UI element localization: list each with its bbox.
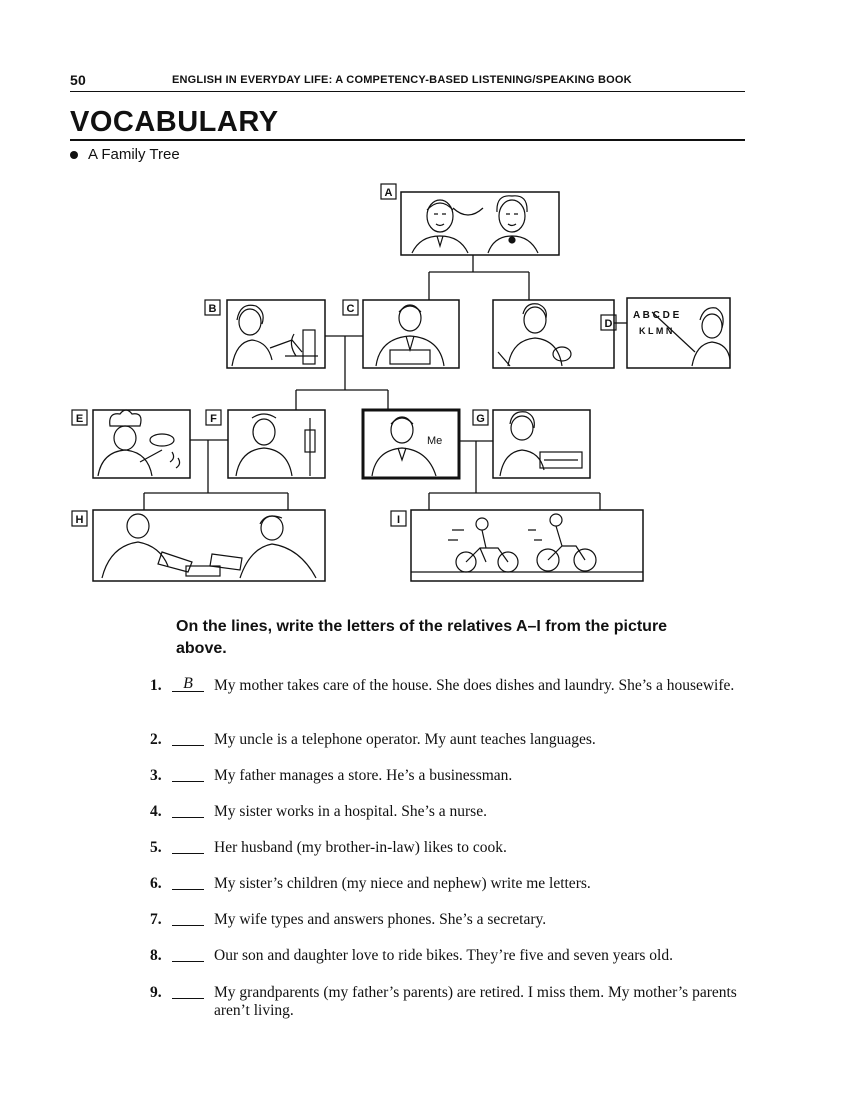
answer-blank[interactable] (172, 803, 204, 818)
subtitle-text: A Family Tree (88, 146, 180, 163)
relative-box-me (363, 410, 459, 478)
mother-with-baby-icon (498, 304, 571, 366)
relative-box-h (93, 510, 325, 581)
item-text: My grandparents (my father’s parents) are retired. I miss them. My mother’s parents aren’t living. (214, 984, 737, 1019)
answer-blank[interactable] (172, 911, 204, 926)
relative-box-g (493, 410, 590, 478)
section-title: VOCABULARY (70, 106, 279, 138)
answer-blank[interactable] (172, 731, 204, 746)
item-number: 9. (150, 984, 162, 1001)
relative-box-unlabeled (493, 300, 614, 368)
relative-box-d (627, 298, 730, 368)
letter-tag-h (72, 511, 87, 526)
grandfather-icon (412, 200, 468, 253)
answer-blank[interactable] (172, 677, 204, 692)
svg-text:F: F (210, 413, 217, 425)
letter-tag-c (343, 300, 358, 315)
item-text: My wife types and answers phones. She’s a secretary. (214, 911, 547, 928)
svg-text:I: I (396, 514, 401, 526)
chalkboard-text-2: K L M N (639, 326, 673, 336)
exercise-item-1 (150, 677, 750, 695)
item-number: 3. (150, 767, 162, 784)
svg-text:H: H (75, 514, 84, 526)
relative-box-b (227, 300, 325, 368)
exercise-item-9 (150, 984, 750, 1020)
svg-text:G: G (476, 413, 485, 425)
letter-tags (72, 184, 616, 526)
children-writing-icon (102, 514, 316, 578)
me-label: Me (427, 435, 443, 447)
exercise-item-7 (150, 911, 750, 929)
letter-tag-b (205, 300, 220, 315)
letter-tag-i (391, 511, 406, 526)
svg-text:D: D (604, 318, 613, 330)
answer-blank[interactable] (172, 839, 204, 854)
chalkboard-text-1: A B C D E (633, 310, 680, 321)
relative-box-e (93, 410, 190, 478)
item-text: My sister works in a hospital. She’s a nurse. (214, 803, 487, 820)
item-text: My mother takes care of the house. She does dishes and laundry. She’s a housewife. (214, 677, 735, 694)
exercise-item-6 (150, 875, 750, 893)
item-number: 7. (150, 911, 162, 928)
svg-text:B: B (208, 303, 217, 315)
item-text: Our son and daughter love to ride bikes. They’re five and seven years old. (214, 947, 673, 964)
grandmother-icon (488, 196, 538, 253)
exercise-item-4 (150, 803, 750, 821)
relative-box-a (401, 192, 559, 255)
svg-text:E: E (75, 413, 84, 425)
svg-text:C: C (346, 303, 355, 315)
item-text: Her husband (my brother-in-law) likes to cook. (214, 839, 507, 856)
item-number: 4. (150, 803, 162, 820)
exercise-item-3 (150, 767, 750, 785)
letter-tag-e (72, 410, 87, 425)
relative-box-f (228, 410, 325, 478)
answer-blank[interactable] (172, 984, 204, 999)
item-text: My father manages a store. He’s a businessman. (214, 767, 513, 784)
item-number: 8. (150, 947, 162, 964)
letter-tag-a (381, 184, 396, 199)
page-number: 50 (70, 72, 86, 88)
tree-connectors (144, 255, 627, 510)
instructions: On the lines, write the letters of the relatives A–I from the picture above. (176, 618, 668, 657)
businessman-icon (376, 305, 444, 366)
nurse-icon (236, 414, 315, 476)
item-text: My sister’s children (my niece and nephew) write me letters. (214, 875, 591, 892)
running-head: ENGLISH IN EVERYDAY LIFE: A COMPETENCY-BASED LISTENING/SPEAKING BOOK (172, 74, 632, 86)
exercise-item-5 (150, 839, 750, 857)
relative-box-i (411, 510, 643, 581)
letter-tag-f (206, 410, 221, 425)
cook-icon (98, 410, 180, 476)
exercise-item-8 (150, 947, 750, 965)
svg-text:A: A (384, 187, 393, 199)
exercise-item-2 (150, 731, 750, 749)
item-number: 1. (150, 677, 162, 694)
housewife-icon (232, 305, 318, 366)
item-number: 2. (150, 731, 162, 748)
item-text: My uncle is a telephone operator. My aunt teaches languages. (214, 731, 596, 748)
children-biking-icon (411, 514, 643, 572)
item-number: 6. (150, 875, 162, 892)
letter-tag-g (473, 410, 488, 425)
secretary-icon (500, 412, 582, 476)
answer-text: B (183, 675, 193, 692)
answer-blank[interactable] (172, 767, 204, 782)
answer-blank[interactable] (172, 947, 204, 962)
answer-blank[interactable] (172, 875, 204, 890)
item-number: 5. (150, 839, 162, 856)
relative-box-c (363, 300, 459, 368)
